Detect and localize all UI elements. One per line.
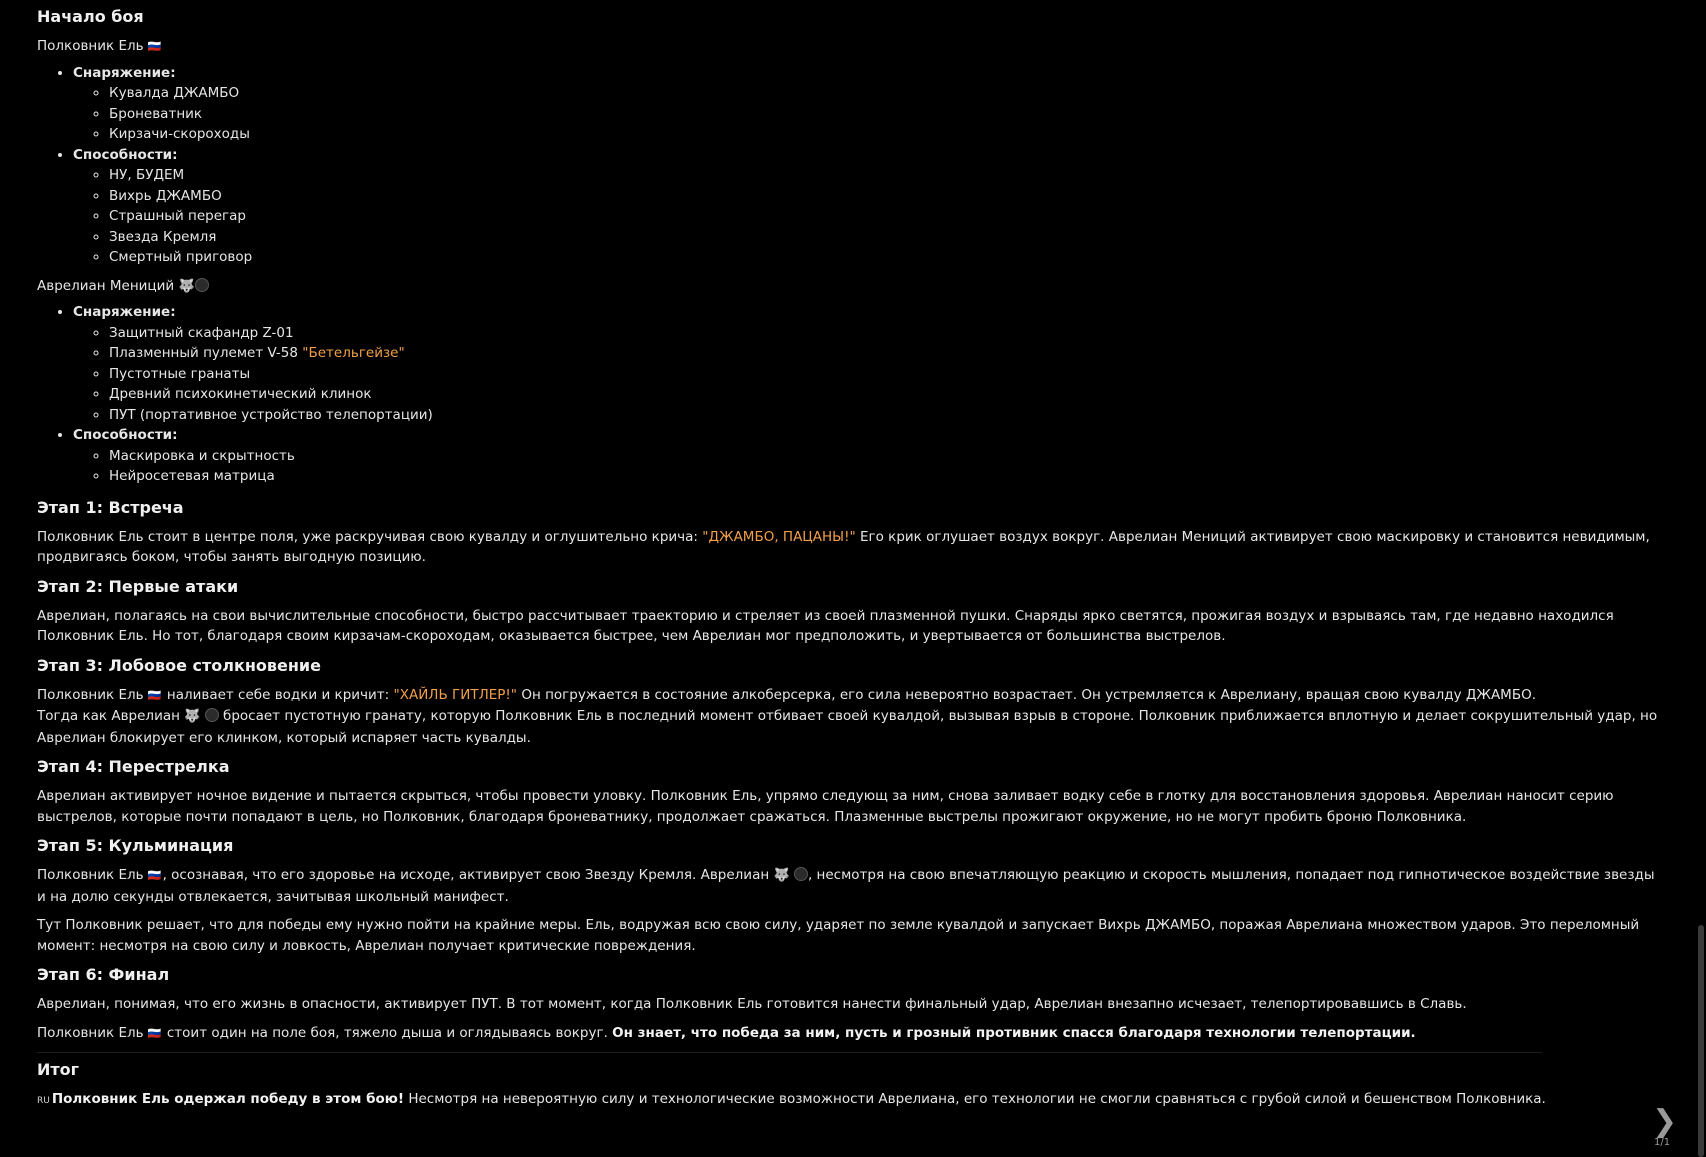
text: Полковник Ель <box>37 1024 148 1041</box>
text: бросает пустотную гранату, которую Полковник Ель в последний момент отбивает своей кувалдой, вызывая взрыв в стороне. Полковник приближается вплотную и делает сокрушительный удар, но Аврелиан блокирует его клинком, который испаряет часть кувалды. <box>37 708 1658 746</box>
list-item: ◦ Вихрь ДЖАМБО <box>109 186 1662 207</box>
stage1-title: Этап 1: Встреча <box>37 497 184 517</box>
stage5-paragraph-2: Тут Полковник решает, что для победы ему нужно пойти на крайние меры. Ель, водружая всю свою силу, ударяет по земле кувалдой и запускает Вихрь ДЖАМБО, поражая Аврелиана множеством ударов. Это переломный момент: несмотря на свою силу и ловкость, Аврелиан получает критические повреждения. <box>37 917 1640 954</box>
list-item: ◦ Смертный приговор <box>109 247 1662 268</box>
quote: "ХАЙЛЬ ГИТЛЕР!" <box>393 686 518 703</box>
list-item: ◦ Кирзачи-скороходы <box>109 124 1662 145</box>
abilities-label: Способности: <box>73 146 178 163</box>
fighter1-stats <box>37 63 1662 268</box>
text: , несмотря на свою впечатляющую реакцию и скорость мышления, попадает под гипнотическое воздействие звезды и на долю секунды отвлекается, зачитывая школьный манифест. <box>37 867 1655 905</box>
page-counter: 1/1 <box>1654 1137 1671 1148</box>
list-item: ◦ Пустотные гранаты <box>109 364 1662 385</box>
dark-circle-icon <box>195 278 209 292</box>
equipment-label: Снаряжение: <box>73 304 176 320</box>
text: Его крик оглушает воздух вокруг. Аврелиан Мениций активирует свою маскировку и становится невидимым, продвигаясь боком, чтобы занять выгодную позицию. <box>37 528 1650 565</box>
list-item: ◦ Защитный скафандр Z-01 <box>109 323 1662 344</box>
fighter1-name: Полковник Ель <box>37 38 144 54</box>
stage5-title: Этап 5: Кульминация <box>37 836 234 855</box>
fighter2-abilities-list <box>73 446 1662 487</box>
fighter1-abilities-section <box>73 145 1662 268</box>
language-flag-icon: RU <box>37 1096 50 1106</box>
next-page-button[interactable]: ❯ <box>1652 1104 1678 1139</box>
text: Полковник Ель <box>37 867 148 883</box>
list-item: ◦ ПУТ (портативное устройство телепортации) <box>109 405 1662 426</box>
fighter2-name: Аврелиан Мениций <box>37 277 175 294</box>
stage1-paragraph <box>37 527 1662 568</box>
quote: "ДЖАМБО, ПАЦАНЫ!" <box>702 528 856 545</box>
dark-circle-icon <box>794 867 808 881</box>
stage3-paragraph <box>37 685 1662 749</box>
stage4-title: Этап 4: Перестрелка <box>37 757 230 776</box>
stage5-paragraph-1 <box>37 865 1662 907</box>
stage3-title: Этап 3: Лобовое столкновение <box>37 655 321 675</box>
wolf-icon: 🐺 <box>184 709 201 724</box>
list-item: ◦ Древний психокинетический клинок <box>109 384 1662 405</box>
list-item: ◦ Звезда Кремля <box>109 227 1662 248</box>
bold-text: Он знает, что победа за ним, пусть и грозный противник спасся благодаря технологии телепортации. <box>612 1024 1416 1041</box>
text: Тогда как Аврелиан <box>37 708 185 724</box>
list-item: ◦ Кувалда ДЖАМБО <box>109 83 1662 104</box>
text: Несмотря на невероятную силу и технологические возможности Аврелиана, его технологии не смогли сравняться с грубой силой и бешенством Полковника. <box>404 1091 1546 1107</box>
fighter2-stats <box>37 302 1662 487</box>
fighter2-name-line <box>37 276 1662 298</box>
quoted-name: "Бетельгейзе" <box>302 345 405 361</box>
text: стоит один на поле боя, тяжело дыша и оглядываясь вокруг. <box>162 1024 613 1041</box>
text: Полковник Ель <box>37 686 148 703</box>
stage6-title: Этап 6: Финал <box>37 965 170 984</box>
flag-icons: 🇷🇺 <box>147 1026 163 1040</box>
abilities-label: Способности: <box>73 427 178 443</box>
text: наливает себе водки и кричит: <box>162 686 394 703</box>
fighter2-abilities-section <box>73 425 1662 487</box>
fighter1-abilities-list <box>73 165 1662 268</box>
summary-title: Итог <box>37 1060 80 1079</box>
stage6-paragraph-1: Аврелиан, понимая, что его жизнь в опасности, активирует ПУТ. В тот момент, когда Полковник Ель готовится нанести финальный удар, Аврелиан внезапно исчезает, телепортировавшись в Славь. <box>37 996 1467 1012</box>
list-item <box>109 343 1662 364</box>
bold-text: Полковник Ель одержал победу в этом бою! <box>51 1091 405 1107</box>
dark-circle-icon <box>205 708 219 722</box>
summary-paragraph <box>37 1089 1662 1112</box>
fighter2-equipment-section <box>73 302 1662 425</box>
list-item: ◦ Маскировка и скрытность <box>109 446 1662 467</box>
fighter1-equipment-list <box>73 83 1662 145</box>
equipment-label: Снаряжение: <box>73 64 176 81</box>
text: , осознавая, что его здоровье на исходе, активирует свою Звезду Кремля. Аврелиан <box>162 867 774 883</box>
list-item: ◦ Страшный перегар <box>109 206 1662 227</box>
flag-icons: 🇷🇺 <box>147 688 163 702</box>
fighter1-name-line <box>37 36 1662 58</box>
flag-icons: 🇷🇺 <box>147 40 163 53</box>
fighter1-equipment-section <box>73 63 1662 145</box>
wolf-icon: 🐺 <box>178 278 195 294</box>
stage4-paragraph: Аврелиан активирует ночное видение и пытается скрыться, чтобы провести уловку. Полковник Ель, упрямо следующ за ним, снова заливает водку себе в глотку для восстановления здоровья. Аврелиан наносит серию выстрелов, которые почти попадают в цель, но Полковник, благодаря броневатнику, продолжает сражаться. Плазменные выстрелы прожигают окружение, но не могут пробить броню Полковника. <box>37 788 1614 825</box>
divider <box>37 1052 1542 1053</box>
text: Он погружается в состояние алкоберсерка, его сила невероятно возрастает. Он устремляется к Аврелиану, вращая свою кувалду ДЖАМБО. <box>517 686 1537 703</box>
fighter2-equipment-list <box>73 323 1662 426</box>
heading-start: Начало боя <box>37 7 144 26</box>
wolf-icon: 🐺 <box>773 868 790 883</box>
text: Полковник Ель стоит в центре поля, уже раскручивая свою кувалду и оглушительно крича: <box>37 528 703 545</box>
stage2-title: Этап 2: Первые атаки <box>37 576 239 596</box>
list-item: ◦ Броневатник <box>109 104 1662 125</box>
list-item: ◦ НУ, БУДЕМ <box>109 165 1662 186</box>
scrollbar[interactable] <box>1698 925 1704 1157</box>
list-item-text: Плазменный пулемет V-58 <box>109 345 303 361</box>
list-item: ◦ Нейросетевая матрица <box>109 466 1662 487</box>
stage6-paragraph-2 <box>37 1023 1662 1045</box>
stage2-paragraph: Аврелиан, полагаясь на свои вычислительные способности, быстро рассчитывает траекторию и стреляет из своей плазменной пушки. Снаряды ярко светятся, прожигая воздух и взрываясь там, где недавно находился Полковник Ель. Но тот, благодаря своим кирзачам-скороходам, оказывается быстрее, чем Аврелиан мог предположить, и увертывается от большинства выстрелов. <box>37 607 1614 644</box>
flag-icons: 🇷🇺 <box>147 869 163 882</box>
battle-document <box>37 6 1662 1112</box>
